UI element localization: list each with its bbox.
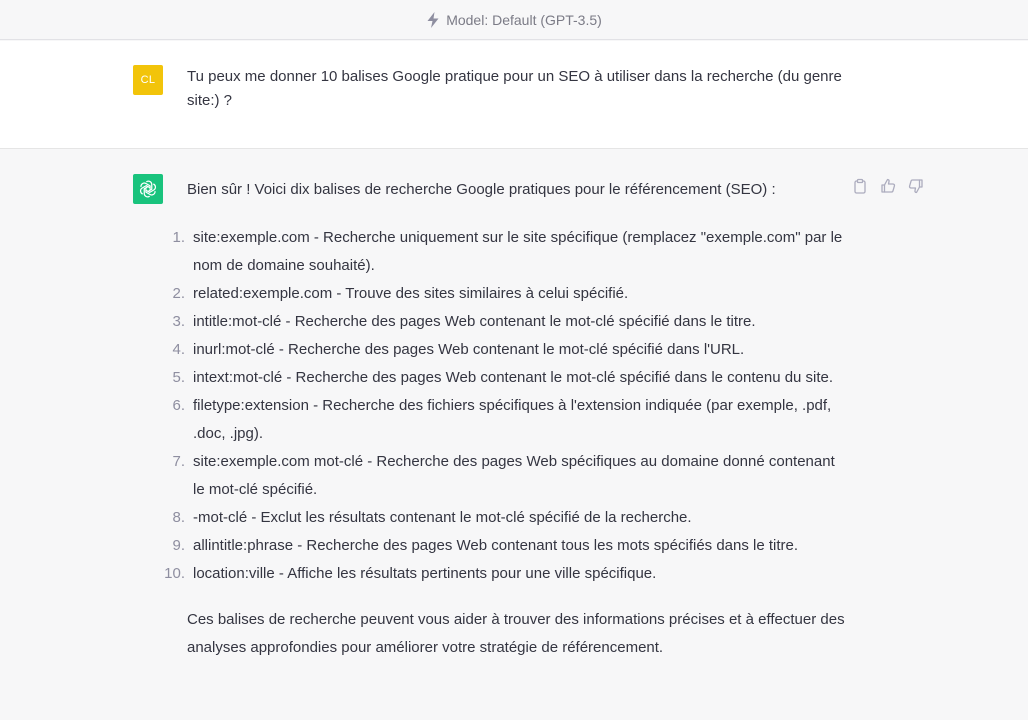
thumbs-up-icon bbox=[880, 178, 896, 194]
thumbs-up-button[interactable] bbox=[879, 177, 897, 195]
list-number: 6. bbox=[172, 397, 185, 414]
list-item bbox=[172, 504, 847, 532]
list-item-text: intitle:mot-clé - Recherche des pages Web contenant le mot-clé spécifié dans le titre. bbox=[193, 313, 756, 330]
bolt-icon bbox=[426, 12, 440, 28]
user-avatar-initials: CL bbox=[140, 74, 156, 86]
list-item-text: site:exemple.com mot-clé - Recherche des pages Web spécifiques au domaine donné contenant le mot-clé spécifié. bbox=[193, 453, 835, 498]
openai-logo-icon bbox=[138, 179, 158, 199]
model-label: Model: Default (GPT-3.5) bbox=[446, 11, 602, 28]
assistant-intro: Bien sûr ! Voici dix balises de recherche Google pratiques pour le référencement (SEO) : bbox=[187, 181, 776, 198]
list-item-text: filetype:extension - Recherche des fichiers spécifiques à l'extension indiquée (par exemple, .pdf, .doc, .jpg). bbox=[193, 397, 832, 442]
user-message-text: Tu peux me donner 10 balises Google pratique pour un SEO à utiliser dans la recherche (du genre site:) ? bbox=[187, 68, 842, 109]
list-number: 1. bbox=[172, 229, 185, 246]
list-item-text: -mot-clé - Exclut les résultats contenant le mot-clé spécifié de la recherche. bbox=[193, 509, 692, 526]
assistant-outro: Ces balises de recherche peuvent vous aider à trouver des informations précises et à effectuer des analyses approfondies pour améliorer votre stratégie de référencement. bbox=[187, 611, 845, 656]
list-item-text: intext:mot-clé - Recherche des pages Web contenant le mot-clé spécifié dans le contenu du site. bbox=[193, 369, 834, 386]
list-number: 4. bbox=[172, 341, 185, 358]
user-avatar bbox=[133, 65, 163, 95]
list-number: 9. bbox=[172, 537, 185, 554]
assistant-avatar bbox=[133, 174, 163, 204]
list-item-text: site:exemple.com - Recherche uniquement sur le site spécifique (remplacez "exemple.com" par le nom de domaine souhaité). bbox=[193, 229, 843, 274]
list-item bbox=[172, 336, 847, 364]
list-item bbox=[172, 532, 847, 560]
user-message bbox=[0, 41, 1028, 149]
list-item bbox=[164, 560, 847, 588]
list-item-text: related:exemple.com - Trouve des sites similaires à celui spécifié. bbox=[193, 285, 629, 302]
list-number: 8. bbox=[172, 509, 185, 526]
search-operators-list bbox=[164, 224, 847, 588]
list-number: 10. bbox=[164, 565, 185, 582]
list-item bbox=[172, 364, 847, 392]
list-number: 3. bbox=[172, 313, 185, 330]
list-item bbox=[172, 448, 847, 504]
message-actions bbox=[851, 177, 925, 195]
list-number: 5. bbox=[172, 369, 185, 386]
list-item-text: location:ville - Affiche les résultats pertinents pour une ville spécifique. bbox=[193, 565, 657, 582]
list-item bbox=[172, 280, 847, 308]
assistant-message-content bbox=[164, 176, 847, 662]
assistant-message bbox=[0, 149, 1028, 720]
list-item bbox=[172, 392, 847, 448]
copy-button[interactable] bbox=[851, 177, 869, 195]
thumbs-down-button[interactable] bbox=[907, 177, 925, 195]
list-item bbox=[172, 224, 847, 280]
thumbs-down-icon bbox=[908, 178, 924, 194]
list-item-text: inurl:mot-clé - Recherche des pages Web contenant le mot-clé spécifié dans l'URL. bbox=[193, 341, 745, 358]
list-number: 7. bbox=[172, 453, 185, 470]
list-item-text: allintitle:phrase - Recherche des pages Web contenant tous les mots spécifiés dans le titre. bbox=[193, 537, 799, 554]
model-header bbox=[0, 0, 1028, 40]
list-number: 2. bbox=[172, 285, 185, 302]
copy-icon bbox=[852, 178, 868, 194]
list-item bbox=[172, 308, 847, 336]
